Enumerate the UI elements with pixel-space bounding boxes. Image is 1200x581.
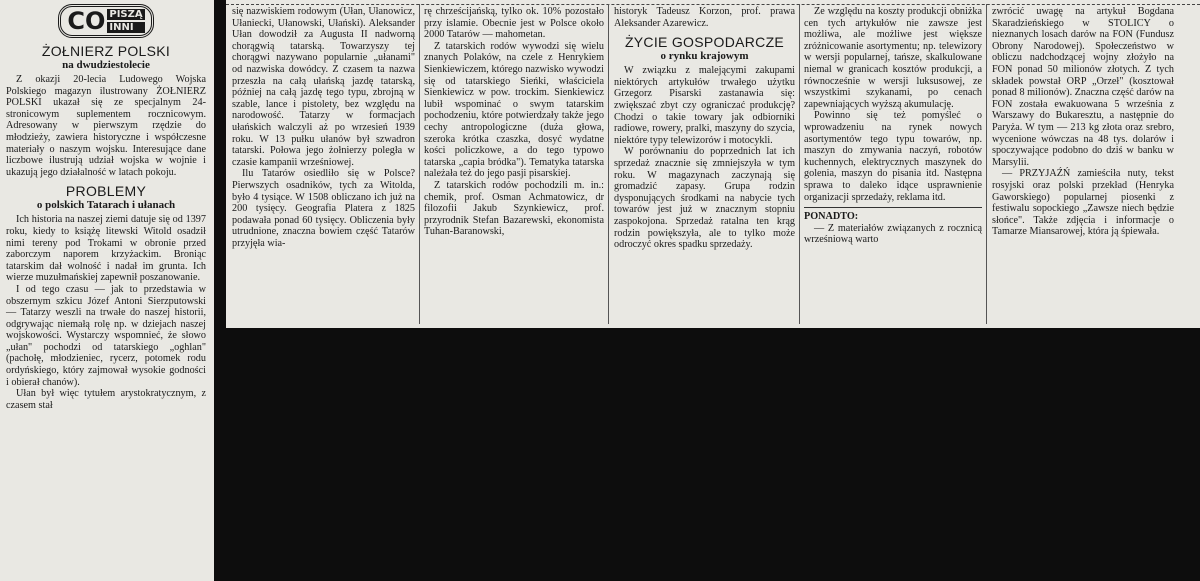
column-5 bbox=[992, 6, 1174, 238]
paragraph: W porównaniu do poprzednich lat ich sprzedaż znacznie się zmniejszyła w tym roku. W magazynach zaczynają się gromadzić zapasy. Grupa rodzin dysponujących środkami na nabycie tych towarów jest już w znacznym stopniu zaspokojona. Sprzedaż ratalna ten krąg rodzin powiększyła, ale to tylko może odroczyć okres spadku sprzedaży. bbox=[614, 146, 795, 251]
section-heading: PROBLEMY bbox=[65, 183, 147, 200]
paragraph: — Z materiałów związanych z rocznicą wrześniową warto bbox=[804, 222, 982, 246]
column-divider bbox=[799, 4, 800, 324]
top-perforation bbox=[226, 0, 1200, 5]
paragraph: — PRZYJAŹŃ zamieściła nuty, tekst rosyjski oraz polski przekład (Henryka Gaworskiego) popularnej piosenki z festiwalu sopockiego „Zawsze niech będzie słońce". Także zdjęcia i informacje o Tamarze Miansarowej, która ją śpiewała. bbox=[992, 168, 1174, 238]
left-clipping bbox=[0, 0, 214, 581]
logo-top: PISZĄ bbox=[109, 9, 143, 20]
column-1 bbox=[232, 6, 415, 249]
left-column bbox=[6, 0, 206, 411]
section-subheading: na dwudziestolecie bbox=[62, 59, 150, 71]
paragraph: Powinno się też pomyśleć o wprowadzeniu na rynek nowych asortymentów tego typu towarów, np. maszyn do zmywania naczyń, robotów kuchennych, elektrycznych maszynek do golenia, maszyn do pisania itd. Następna sprawa to daleko idące usprawnienie organizacji sprzedaży, reklama itd. bbox=[804, 110, 982, 203]
column-divider bbox=[986, 4, 987, 324]
paragraph: historyk Tadeusz Korzon, prof. prawa Aleksander Azarewicz. bbox=[614, 6, 795, 29]
paragraph: Ze względu na koszty produkcji obniżka cen tych artykułów nie zawsze jest możliwa, ale możliwe jest większe zróżnicowanie asortymentu; np. telewizory w wersji popularnej, tańsze, skalkulowane niemal w granicach kosztów produkcji, a równocześnie w wersji luksusowej, ze wszystkimi szykanami, po cenach zapewniających wyższą akumulację. bbox=[804, 6, 982, 110]
section-rule bbox=[804, 207, 982, 208]
paragraph: Ułan był więc tytułem arystokratycznym, z czasem stał bbox=[6, 388, 206, 411]
ponadto-heading: PONADTO: bbox=[804, 211, 859, 223]
paragraph: W związku z malejącymi zakupami niektórych artykułów trwałego użytku Grzegorz Pisarski zastanawia się: zwiększać zbyt czy ograniczać produkcję? Chodzi o takie towary jak odbiorniki radiowe, rowery, pralki, maszyny do szycia, niektóre typy telewizorów i motocykli. bbox=[614, 65, 795, 146]
logo-frame bbox=[58, 4, 153, 38]
paragraph: Ilu Tatarów osiedliło się w Polsce? Pierwszych osadników, tych za Witolda, było 4 tysiące. W 1508 obliczano ich już na 200 tysięcy. Geografia Platera z 1825 podawała ponad 60 tysięcy. Obliczenia były utrudnione, znaczna bowiem część Tatarów przyjęła wia- bbox=[232, 168, 415, 249]
paragraph: Z tatarskich rodów pochodzili m. in.: chemik, prof. Osman Achmatowicz, dr filozofii Jakub Szynkiewicz, prof. przyrodnik Stefan Bazarewski, ekonomista Tuhan-Baranowski, bbox=[424, 179, 604, 238]
paragraph: Z okazji 20-lecia Ludowego Wojska Polskiego magazyn ilustrowany ŻOŁNIERZ POLSKI ukazał się ze specjalnym 24-stronicowym suplementem rocznicowym. Adresowany w pierwszym rzędzie do młodzieży, zawiera historyczne i współczesne materiały o naszym wojsku. Interesujące dane liczbowe ilustrują udział wojska w wojnie i ukazują jego działalność w latach pokoju. bbox=[6, 74, 206, 178]
paragraph: Z tatarskich rodów wywodzi się wielu znanych Polaków, na czele z Henrykiem Sienkiewiczem, którego nazwisko wywodzi się od tatarskiego Sieńki, właściciela Sienkiewicz w pow. trockim. Sienkiewicz lubił wspominać o swym tatarskim pochodzeniu, które potwierdzały także jego cechy antropologiczne (duża głowa, szeroka krótka czaszka, dosyć wydatne kości policzkowe, a do tego typowo tatarska „capia bródka"). Tematyka tatarska należała też do jego pasji pisarskiej. bbox=[424, 40, 604, 180]
paragraph: się nazwiskiem rodowym (Ułan, Ułanowicz, Ułaniecki, Ułanowski, Ułański). Aleksander Ułan dowodził za Augusta II nadworną chorągwią tatarską. Towarzyszy tej chorągwi nazywano popularnie „ułanami" od nazwiska dowódcy. Z czasem ta nazwa przeszła na całą ułańską jazdę tatarską, później na całą jazdę tego typu, zbrojną w szable, lance i pistolety, bez względu na narodowość. Tatarzy w formacjach ułańskich walczyli aż po wrzesień 1939 roku. W 13 pułku ułanów był szwadron tatarski. Połowa jego żołnierzy poległa w czasie kampanii wrześniowej. bbox=[232, 6, 415, 168]
column-divider bbox=[419, 4, 420, 324]
paragraph: rę chrześcijańską, tylko ok. 10% pozostało przy islamie. Obecnie jest w Polsce około 2000 Tatarów — mahometan. bbox=[424, 6, 604, 41]
paragraph: I od tego czasu — jak to przedstawia w obszernym szkicu Józef Antoni Sierzputowski — Tatarzy weszli na trwałe do naszej historii, odgrywając niemałą rolę np. w dziejach naszej wojskowości. Wystarczy wspomnieć, że słowo „ułan" pochodzi od tatarskiego „oghlan" (pachołę, młodzieniec, rycerz, potomek rodu ordyńskiego, który zajmował wysokie godności i obierał chanów). bbox=[6, 283, 206, 388]
section-heading: ŻYCIE GOSPODARCZE bbox=[624, 34, 785, 51]
section-heading: ŻOŁNIERZ POLSKI bbox=[41, 43, 171, 59]
paragraph: Ich historia na naszej ziemi datuje się od 1397 roku, kiedy to książę litewski Witold osadził nimi tereny pod Trokami w obronie przed zaborczym naporem krzyżackim. Broniąc tatarskim dał wolność i nadał im grunta. Ich wierze muzułmańskiej zapewnił poszanowanie. bbox=[6, 214, 206, 284]
logo-bottom: INNI bbox=[107, 22, 144, 33]
logo-co: CO bbox=[67, 7, 106, 35]
co-pisza-inni-logo bbox=[6, 4, 206, 38]
column-2 bbox=[424, 6, 604, 238]
column-4 bbox=[804, 6, 982, 246]
column-divider bbox=[608, 4, 609, 324]
column-3 bbox=[614, 6, 795, 251]
logo-stack bbox=[107, 8, 144, 34]
section-subheading: o polskich Tatarach i ułanach bbox=[36, 199, 176, 212]
section-subheading: o rynku krajowym bbox=[660, 50, 749, 63]
paragraph: zwrócić uwagę na artykuł Bogdana Skaradzieńskiego w STOLICY o nieznanych losach darów na FON (Fundusz Obrony Narodowej). Społeczeństwo w obliczu nadchodzącej wojny złożyło na FON ponad 50 milionów złotych. Z tych składek powstał ORP „Orzeł" (kosztował ponad 8 milionów). Znaczna część darów na FON została ewakuowana 5 września z Warszawy do Bukaresztu, a następnie do Paryża. W tym — 213 kg złota oraz srebro, wycenione wówczas na 48 tys. dolarów i spoczywające podobno do dziś w banku w Marsylii. bbox=[992, 6, 1174, 168]
right-clipping bbox=[226, 0, 1200, 328]
